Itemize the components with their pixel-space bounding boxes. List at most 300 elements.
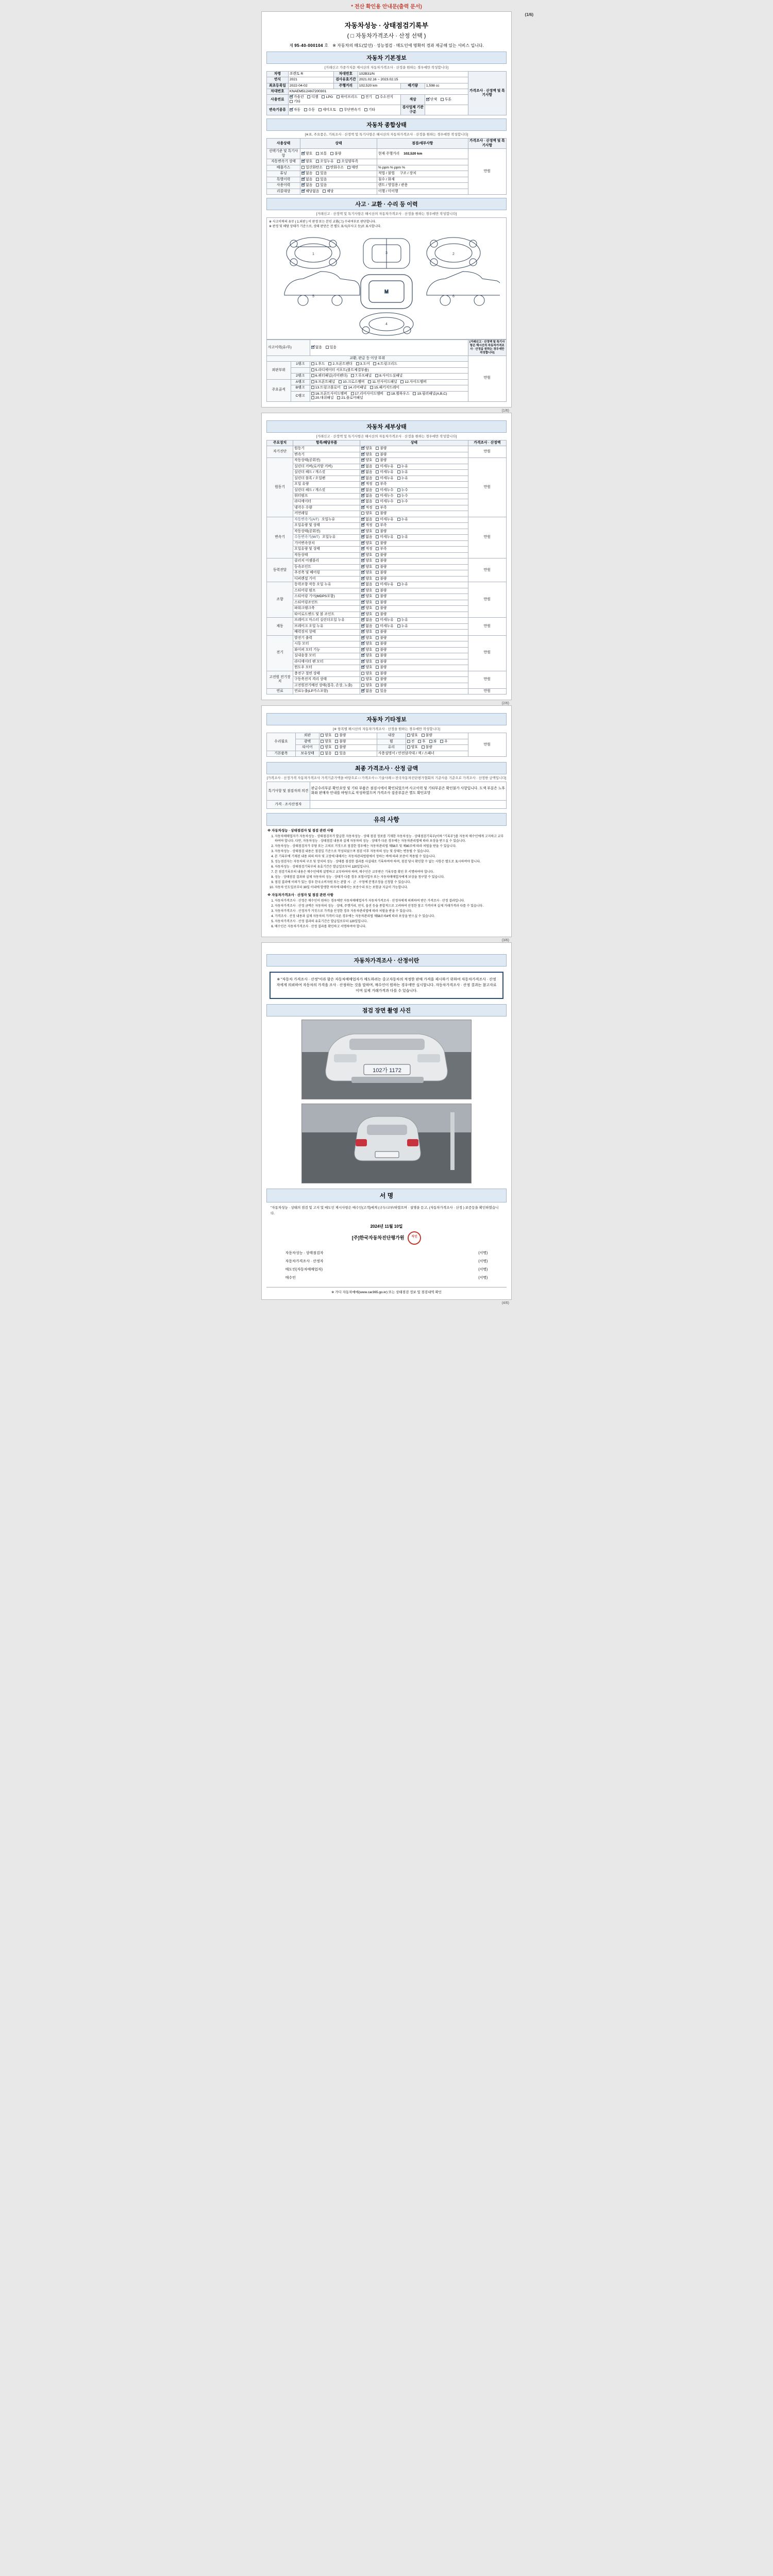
d2r6-o1[interactable]: 불량 <box>376 553 386 557</box>
d0r1-o1[interactable]: 불량 <box>376 453 386 457</box>
d4r3-o1[interactable]: 불량 <box>376 601 386 605</box>
page-mark-4: (4/6) <box>501 1301 509 1306</box>
fuel-options[interactable] <box>288 95 401 105</box>
d1r7-opts[interactable] <box>360 499 468 505</box>
d4r5-o1[interactable]: 불량 <box>376 613 386 617</box>
table-row <box>267 582 507 588</box>
ov1-opt2[interactable]: 오일양부족 <box>337 160 358 164</box>
d1r1-o2[interactable]: 누유 <box>397 465 408 469</box>
frm-0-2[interactable]: 11.인사이드패널 <box>368 380 397 384</box>
d2r5-o1[interactable]: 부족 <box>376 547 386 551</box>
fuel-opt-6[interactable]: 기타 <box>290 100 300 104</box>
frm-2-5[interactable]: 21.플로어패널 <box>337 396 363 400</box>
car-diagram-svg <box>273 231 500 337</box>
d8r0-o0[interactable]: 없음 <box>361 689 372 693</box>
d1r8-o1[interactable]: 부족 <box>376 506 386 510</box>
ov2-opt1[interactable]: 탄화수소 <box>326 166 344 170</box>
d7r2-o1[interactable]: 불량 <box>376 684 386 688</box>
d4r1-o1[interactable]: 불량 <box>376 589 386 593</box>
notice-body <box>266 828 507 929</box>
etc-r0-o1-1[interactable]: 불량 <box>335 734 346 738</box>
etc-r0-o2-0[interactable]: 양호 <box>407 734 418 738</box>
d6r2-opts[interactable] <box>360 647 468 653</box>
d3r1-o0[interactable]: 양호 <box>361 565 372 569</box>
ov1-opt1[interactable]: 오일누유 <box>316 160 333 164</box>
etc-r0-o2-1[interactable]: 불량 <box>422 734 432 738</box>
d0r1-opts[interactable] <box>360 452 468 457</box>
d7r1-part: 구동축전지 격리 상태 <box>293 677 360 683</box>
d3r0-opts[interactable] <box>360 558 468 564</box>
trans-opt-1[interactable]: 수동 <box>304 108 315 112</box>
d0r0-o0[interactable]: 양호 <box>361 447 372 451</box>
ov2-opt2[interactable]: 매연 <box>347 166 358 170</box>
trans-options[interactable] <box>288 105 401 115</box>
d7r0-o0[interactable]: 양호 <box>361 672 372 676</box>
d5r1-o2[interactable]: 누유 <box>397 624 408 629</box>
page-2 <box>261 413 512 706</box>
etc-r1-o2-1[interactable]: 후 <box>418 740 426 744</box>
d6r1-o1[interactable]: 불량 <box>376 642 386 646</box>
frm-1-2[interactable]: 15.패키지트레이 <box>370 386 399 390</box>
accident-history-options[interactable] <box>310 340 468 356</box>
d2r4-opts[interactable] <box>360 540 468 546</box>
etc-r3-c1: 기본품목 <box>267 751 296 756</box>
frame-line-0[interactable] <box>310 379 468 385</box>
ov5-opt0[interactable]: 없음 <box>301 183 312 188</box>
frm-2-4[interactable]: 20.대쉬패널 <box>311 396 334 400</box>
ext-0-1[interactable]: 2.프론트펜더 <box>328 362 352 366</box>
d2r3-o1[interactable]: 미세누유 <box>376 535 393 539</box>
document-number <box>266 43 507 48</box>
detail-group-0: 자기진단 <box>267 446 293 458</box>
d6r1-o0[interactable]: 양호 <box>361 642 372 646</box>
d4r2-opts[interactable] <box>360 594 468 600</box>
ov5-opt1[interactable]: 있음 <box>316 183 327 188</box>
value-year: 2021 <box>288 77 333 83</box>
trans-opt-4[interactable]: 기타 <box>364 108 375 112</box>
exterior-line-2[interactable] <box>310 374 468 379</box>
d4r0-o1[interactable]: 미세누유 <box>376 583 393 587</box>
d5r0-o1[interactable]: 미세누유 <box>376 618 393 622</box>
d8r0-o1[interactable]: 있음 <box>376 689 386 693</box>
fuel-opt-2[interactable]: LPG <box>322 95 333 99</box>
basic-memo-header: 가격조사 · 산정액 및 특기사항 <box>468 71 506 115</box>
etc-r3-o1-0[interactable]: 없음 <box>321 752 331 756</box>
etc-r2-o2-0[interactable]: 양호 <box>407 745 418 750</box>
price-table <box>266 782 507 809</box>
color-opt-0[interactable]: 단색 <box>426 98 437 102</box>
d1r3-o1[interactable]: 미세누유 <box>376 477 393 481</box>
d4r0-o2[interactable]: 누유 <box>397 583 408 587</box>
d4r4-part: 파워크랭크축 <box>293 606 360 612</box>
page-1 <box>261 11 512 413</box>
d1r2-o1[interactable]: 미세누유 <box>376 470 393 474</box>
d7r0-opts[interactable] <box>360 671 468 676</box>
d6r2-o1[interactable]: 불량 <box>376 648 386 652</box>
notice-item: 5. 성능점검자는 자동차의 구조 및 장치의 성능 · 상태를 점검한 결과를 사실대로 기록하여야 하며, 점검 당시 확인할 수 없는 사항은 별도로 표시하여야 합니다. <box>275 860 506 865</box>
d1r8-o0[interactable]: 적정 <box>361 506 372 510</box>
d1r1-o0[interactable]: 없음 <box>361 465 372 469</box>
d6r3-o0[interactable]: 양호 <box>361 654 372 658</box>
overall-row-3-name: 튜닝 <box>267 171 300 177</box>
d4r4-o1[interactable]: 불량 <box>376 606 386 611</box>
d6-memo: 만원 <box>468 635 506 671</box>
overall-row-4-items[interactable] <box>300 177 377 182</box>
trans-opt-2[interactable]: 세미오토 <box>318 108 336 112</box>
d2r4-o0[interactable]: 양호 <box>361 541 372 546</box>
ov2-opt0[interactable]: 일산화탄소 <box>301 166 323 170</box>
accident-memo: 만원 <box>468 355 506 401</box>
d1r7-o1[interactable]: 미세누수 <box>376 500 393 504</box>
d1r1-opts[interactable] <box>360 464 468 469</box>
sign-band: 서 명 <box>266 1189 507 1202</box>
d4r3-opts[interactable] <box>360 600 468 605</box>
d5r2-o1[interactable]: 불량 <box>376 630 386 634</box>
d2r1-opts[interactable] <box>360 523 468 529</box>
overall-row-2-items[interactable] <box>300 165 377 171</box>
d6r5-o0[interactable]: 양호 <box>361 666 372 670</box>
d7r1-o1[interactable]: 불량 <box>376 677 386 682</box>
d1r2-part: 실린더 헤드 / 개스킷 <box>293 470 360 476</box>
d3r3-o1[interactable]: 불량 <box>376 577 386 581</box>
d1r0-opts[interactable] <box>360 458 468 464</box>
d3r1-opts[interactable] <box>360 564 468 570</box>
d1r6-o1[interactable]: 미세누수 <box>376 494 393 498</box>
page-3 <box>261 705 512 942</box>
frm-2-3[interactable]: 19.필러패널(A,B,C) <box>413 392 447 396</box>
value-mileage: 102,520 km <box>358 83 401 89</box>
d6r3-o1[interactable]: 불량 <box>376 654 386 658</box>
overall-row-0-name: 선택기준 및 특기사항 <box>267 149 300 159</box>
ov0-opt0[interactable]: 양호 <box>301 152 312 156</box>
d3r0-o0[interactable]: 양호 <box>361 559 372 563</box>
d1r3-opts[interactable] <box>360 476 468 481</box>
d2r1-o1[interactable]: 부족 <box>376 523 386 528</box>
d1r0-o1[interactable]: 불량 <box>376 459 386 463</box>
d1r1-part: 실린더 커버(로커암 커버) <box>293 464 360 469</box>
d2r0-o0[interactable]: 없음 <box>361 518 372 522</box>
d4r4-o0[interactable]: 양호 <box>361 606 372 611</box>
overall-row-6-items[interactable] <box>300 189 377 194</box>
d6r1-opts[interactable] <box>360 641 468 647</box>
d1r5-o0[interactable]: 없음 <box>361 488 372 493</box>
ov4-opt0[interactable]: 없음 <box>301 178 312 182</box>
etc-r2-o2-1[interactable]: 불량 <box>422 745 432 750</box>
d2r1-o0[interactable]: 적정 <box>361 523 372 528</box>
exterior-line-0[interactable] <box>310 362 468 367</box>
ext-1-0[interactable]: 5.라디에이터 서포트(볼트체결부품) <box>311 368 369 372</box>
ov4-opt1[interactable]: 있음 <box>316 178 327 182</box>
trans-opt-0[interactable]: 자동 <box>290 108 300 112</box>
fuel-opt-0[interactable]: 가솔린 <box>290 95 304 99</box>
d1r7-o2[interactable]: 누수 <box>397 500 408 504</box>
d1r4-opts[interactable] <box>360 482 468 487</box>
table-row <box>267 618 507 623</box>
d4r5-o0[interactable]: 양호 <box>361 613 372 617</box>
sign-row-0-value[interactable]: (서명) <box>478 1251 488 1256</box>
table-row <box>267 446 507 452</box>
section-guide-band: 자동차가격조사 · 산정이란 <box>266 954 507 967</box>
ov1-opt0[interactable]: 양호 <box>301 160 312 164</box>
d0r1-o0[interactable]: 양호 <box>361 453 372 457</box>
d2r4-o1[interactable]: 불량 <box>376 541 386 546</box>
d4r1-o0[interactable]: 양호 <box>361 589 372 593</box>
d3r2-o1[interactable]: 불량 <box>376 571 386 575</box>
d1r0-o0[interactable]: 양호 <box>361 459 372 463</box>
etc-r3-o1[interactable] <box>320 751 377 756</box>
color-options[interactable] <box>425 95 468 105</box>
d4r0-o0[interactable]: 없음 <box>361 583 372 587</box>
etc-r2-o1[interactable] <box>320 745 377 751</box>
fuel-opt-5[interactable]: 수소전지 <box>376 95 393 99</box>
notice-item: 9. 점검 결과에 이의가 있는 경우 한국소비자원 또는 관할 시 · 군 · 구청에 분쟁조정을 신청할 수 있습니다. <box>275 880 506 885</box>
overall-row-0-items[interactable] <box>300 149 377 159</box>
etc-r1-o1-1[interactable]: 불량 <box>335 740 346 744</box>
exterior-line-1[interactable] <box>310 367 468 373</box>
fuel-opt-1[interactable]: 디젤 <box>307 95 318 99</box>
frm-2-2[interactable]: 18.휠하우스 <box>387 392 410 396</box>
frm-2-1[interactable]: 17.리어사이드멤버 <box>351 392 383 396</box>
section-detail-band: 자동차 세부상태 <box>266 420 507 433</box>
d7r2-opts[interactable] <box>360 683 468 688</box>
docno-value: 95-40-000104 <box>294 43 324 48</box>
d7r1-o0[interactable]: 양호 <box>361 677 372 682</box>
d2r1-part: 오일유량 및 상태 <box>293 523 360 529</box>
frm-0-0[interactable]: 9.프론트패널 <box>311 380 335 384</box>
d2r6-opts[interactable] <box>360 552 468 558</box>
etc-r1-o2[interactable] <box>406 739 468 744</box>
d6r0-o0[interactable]: 양호 <box>361 636 372 640</box>
d7r1-opts[interactable] <box>360 677 468 683</box>
d1r3-o2[interactable]: 누유 <box>397 477 408 481</box>
d1r9-o1[interactable]: 불량 <box>376 512 386 516</box>
d2r3-opts[interactable] <box>360 535 468 540</box>
d1r9-opts[interactable] <box>360 511 468 517</box>
d4r4-opts[interactable] <box>360 606 468 612</box>
etc-r0-o1[interactable] <box>320 733 377 739</box>
d4r1-opts[interactable] <box>360 588 468 594</box>
d1r2-opts[interactable] <box>360 470 468 476</box>
d5r0-o0[interactable]: 없음 <box>361 618 372 622</box>
d2-sub-mt: 수동변속기(M/T) <box>294 535 320 539</box>
row-label-vinno: 차대번호 <box>267 89 289 95</box>
d3r0-o1[interactable]: 불량 <box>376 559 386 563</box>
d1r8-opts[interactable] <box>360 505 468 511</box>
ext-0-2[interactable]: 3.도어 <box>356 362 370 366</box>
d5r0-o2[interactable]: 누유 <box>397 618 408 622</box>
frm-0-3[interactable]: 12.사이드멤버 <box>400 380 426 384</box>
etc-r1-o1-0[interactable]: 양호 <box>321 740 331 744</box>
overall-mileage-value: 102,520 km <box>404 151 423 156</box>
etc-r3-o1-1[interactable]: 있음 <box>335 752 346 756</box>
color-opt-1[interactable]: 투톤 <box>441 98 451 102</box>
notice-item: 8. 성능 · 상태점검 결과와 실제 자동차의 성능 · 상태가 다를 경우 보험사업자 또는 자동차매매업자에게 보상을 청구할 수 있습니다. <box>275 875 506 880</box>
d1r5-o1[interactable]: 미세누수 <box>376 488 393 493</box>
ov0-opt2[interactable]: 불량 <box>330 152 341 156</box>
table-row <box>283 1257 490 1265</box>
d3r2-part: 추진축 및 베어링 <box>293 570 360 576</box>
ext-0-0[interactable]: 1.후드 <box>311 362 325 366</box>
d2r0-opts[interactable] <box>360 517 468 522</box>
d4r5-opts[interactable] <box>360 612 468 617</box>
topbar <box>0 0 773 17</box>
d1r6-opts[interactable] <box>360 494 468 499</box>
frm-2-0[interactable]: 16.프론트사이드멤버 <box>311 392 347 396</box>
d4r3-o0[interactable]: 양호 <box>361 601 372 605</box>
overall-row-3-items[interactable] <box>300 171 377 177</box>
sign-row-3-value[interactable]: (서명) <box>478 1276 488 1280</box>
d1r3-o0[interactable]: 없음 <box>361 477 372 481</box>
d1-memo: 만원 <box>468 458 506 517</box>
frm-1-1[interactable]: 14.리어패널 <box>344 386 366 390</box>
fuel-opt-4[interactable]: 전기 <box>361 95 372 99</box>
svg-text:3: 3 <box>385 251 388 256</box>
d1r5-opts[interactable] <box>360 487 468 493</box>
docno-prefix: 제 <box>289 43 293 48</box>
d2r5-opts[interactable] <box>360 547 468 552</box>
d0r0-o1[interactable]: 불량 <box>376 447 386 451</box>
d1r2-o0[interactable]: 없음 <box>361 470 372 474</box>
notice-block-0-head: ※ 자동차성능 · 상태점검자 및 점검 관련 사항 <box>267 829 333 833</box>
d5r1-o1[interactable]: 미세누유 <box>376 624 393 629</box>
d5r2-o0[interactable]: 양호 <box>361 630 372 634</box>
d2r2-opts[interactable] <box>360 529 468 534</box>
d4r3-part: 스티어링조인트 <box>293 600 360 605</box>
d5r2-opts[interactable] <box>360 630 468 635</box>
d4r2-o0[interactable]: 양호 <box>361 595 372 599</box>
ext-2-0[interactable]: 6.쿼터패널(리어펜더) <box>311 374 348 378</box>
d5r1-opts[interactable] <box>360 623 468 629</box>
sign-company <box>266 1231 507 1245</box>
d3r2-o0[interactable]: 양호 <box>361 571 372 575</box>
etc-r0-o2[interactable] <box>406 733 468 739</box>
overall-row-2-right: % ppm % ppm % <box>377 165 468 171</box>
d2r0-o2[interactable]: 누유 <box>397 518 408 522</box>
sign-row-2-value[interactable]: (서명) <box>478 1268 488 1272</box>
d6r3-opts[interactable] <box>360 653 468 659</box>
d3r2-opts[interactable] <box>360 570 468 576</box>
d6r4-o0[interactable]: 양호 <box>361 660 372 664</box>
d2r3-o2[interactable]: 누유 <box>397 535 408 539</box>
d2r0-o1[interactable]: 미세누유 <box>376 518 393 522</box>
etc-r1-o1[interactable] <box>320 739 377 744</box>
etc-r2-o1-1[interactable]: 불량 <box>335 745 346 750</box>
price-row-0-label: 특기사항 및 점검자의 의견 <box>267 782 310 801</box>
notice-item: 2. 자동차가격조사 · 산정 금액은 자동차의 성능 · 상태, 주행거리, 연식, 옵션 등을 종합적으로 고려하여 산정한 참고 가격이며 실제 거래가격과 다를 수 있습니다. <box>275 904 506 909</box>
sign-row-1-label: 자동차가격조사 · 산정자 <box>285 1260 324 1264</box>
fuel-opt-3[interactable]: 하이브리드 <box>337 95 358 99</box>
ext-0-3[interactable]: 4.트렁크리드 <box>373 362 397 366</box>
d1r2-o2[interactable]: 누유 <box>397 470 408 474</box>
ov6-opt0[interactable]: 해당없음 <box>301 190 319 194</box>
d6r0-opts[interactable] <box>360 635 468 641</box>
d3r1-o1[interactable]: 불량 <box>376 565 386 569</box>
d1r9-o0[interactable]: 양호 <box>361 512 372 516</box>
frame-line-1[interactable] <box>310 385 468 391</box>
d1r7-o0[interactable]: 없음 <box>361 500 372 504</box>
trans-opt-3[interactable]: 무단변속기 <box>340 108 361 112</box>
d6r0-o1[interactable]: 불량 <box>376 636 386 640</box>
d4r0-opts[interactable] <box>360 582 468 588</box>
d1r6-o0[interactable]: 없음 <box>361 494 372 498</box>
ov3-opt1[interactable]: 있음 <box>316 172 327 176</box>
rank-label-2: 2랭크 <box>291 374 310 379</box>
d3r0-part: 클러치 어셈블리 <box>293 558 360 564</box>
frm-1-0[interactable]: 13.트렁크플로어 <box>311 386 341 390</box>
d7r2-o0[interactable]: 양호 <box>361 684 372 688</box>
d1r1-o1[interactable]: 미세누유 <box>376 465 393 469</box>
sign-row-2-label: 매도인(자동차매매업자) <box>285 1268 323 1272</box>
d5r0-opts[interactable] <box>360 618 468 623</box>
overall-head-3: 가격조사 · 산정액 및 특기사항 <box>468 139 506 149</box>
etc-r0-o1-0[interactable]: 양호 <box>321 734 331 738</box>
d3r3-o0[interactable]: 양호 <box>361 577 372 581</box>
etc-r1-o2-0[interactable]: 전 <box>407 740 415 744</box>
ext-2-1[interactable]: 7.루프패널 <box>351 374 372 378</box>
d6r5-opts[interactable] <box>360 665 468 671</box>
d1r4-o0[interactable]: 적정 <box>361 482 372 486</box>
d6r4-opts[interactable] <box>360 659 468 665</box>
etc-r1-o2-2[interactable]: 좌 <box>429 740 437 744</box>
row-label-mileage: 주행거리 <box>334 83 358 89</box>
overall-row-5-items[interactable] <box>300 183 377 189</box>
table-row <box>267 558 507 564</box>
d6r5-o1[interactable]: 불량 <box>376 666 386 670</box>
ov3-opt0[interactable]: 없음 <box>301 172 312 176</box>
d2r2-o1[interactable]: 불량 <box>376 530 386 534</box>
detail-group-2: 변속기 <box>267 517 293 558</box>
table-row <box>267 635 507 641</box>
row-label-displacement: 배기량 <box>401 83 425 89</box>
d1r4-o1[interactable]: 부족 <box>376 482 386 486</box>
d1r5-o2[interactable]: 누수 <box>397 488 408 493</box>
overall-row-5-right: 렌트 / 영업용 / 관용 <box>377 183 468 189</box>
d2r2-o0[interactable]: 양호 <box>361 530 372 534</box>
ext-2-2[interactable]: 8.사이드실패널 <box>375 374 402 378</box>
frame-line-2[interactable] <box>310 391 468 401</box>
sign-row-1-value[interactable]: (서명) <box>478 1260 488 1264</box>
ov6-opt1[interactable]: 해당 <box>323 190 333 194</box>
d0r0-opts[interactable] <box>360 446 468 452</box>
notice-item: 6. 매수인은 자동차가격조사 · 산정 결과를 확인하고 서명하여야 합니다. <box>275 925 506 929</box>
overall-row-1-items[interactable] <box>300 159 377 165</box>
section-basic-note: [거래신고 가중가치문 제시산의 자동차가격조사 · 산정을 원하는 경우에만 작성합니다] <box>325 65 448 70</box>
d2r3-o0[interactable]: 없음 <box>361 535 372 539</box>
d6r4-o1[interactable]: 불량 <box>376 660 386 664</box>
d2r6-o0[interactable]: 양호 <box>361 553 372 557</box>
frm-0-1[interactable]: 10.크로스멤버 <box>339 380 364 384</box>
d2r5-o0[interactable]: 적정 <box>361 547 372 551</box>
d1r6-o2[interactable]: 누수 <box>397 494 408 498</box>
d7r0-o1[interactable]: 불량 <box>376 672 386 676</box>
detail-group-3: 동력전달 <box>267 558 293 582</box>
d6r2-o0[interactable]: 양호 <box>361 648 372 652</box>
acc-opt-none[interactable]: 없음 <box>311 346 322 350</box>
notice-item: 3. 자동차가격조사 · 산정자가 거짓으로 가격을 산정한 경우 자동차관리법에 따라 처벌을 받을 수 있습니다. <box>275 909 506 914</box>
etc-r1-o2-3[interactable]: 우 <box>440 740 448 744</box>
d5r1-o0[interactable]: 없음 <box>361 624 372 629</box>
d4r2-o1[interactable]: 불량 <box>376 595 386 599</box>
d8r0-opts[interactable] <box>360 688 468 694</box>
etc-r2-o1-0[interactable]: 양호 <box>321 745 331 750</box>
value-firstreg: 2022-04-02 <box>288 83 333 89</box>
etc-r2-o2[interactable] <box>406 745 468 751</box>
etc-table <box>266 733 507 757</box>
d3r3-opts[interactable] <box>360 576 468 582</box>
acc-opt-yes[interactable]: 있음 <box>326 346 337 350</box>
ov0-opt1[interactable]: 보통 <box>316 152 327 156</box>
detail-head-1: 항목/해당부품 <box>293 440 360 446</box>
